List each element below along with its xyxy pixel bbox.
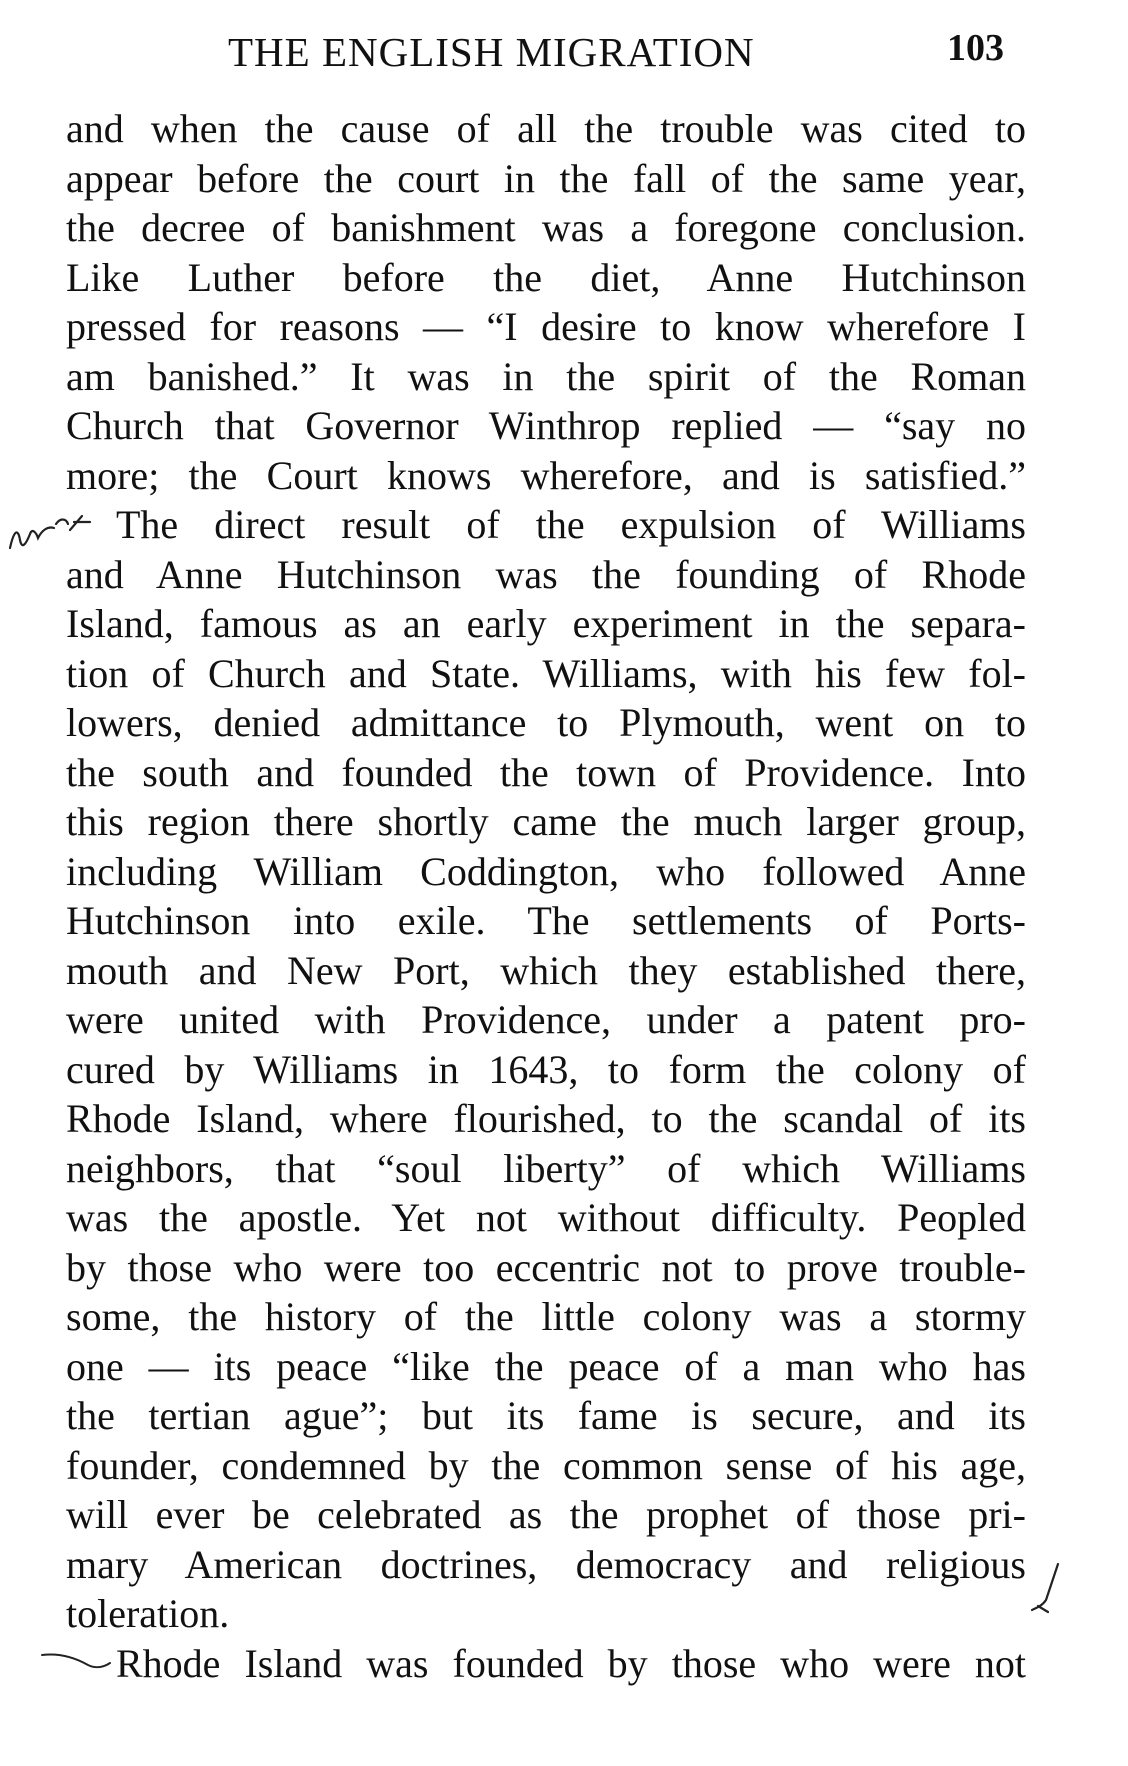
- text-line: some, the history of the little colony was a stormy: [66, 1294, 1026, 1339]
- text-line: appear before the court in the fall of the same year,: [66, 155, 1026, 201]
- text-line: the south and founded the town of Providence. Into: [66, 749, 1026, 795]
- text-line: and when the cause of all the trouble was cited to: [66, 106, 1026, 151]
- running-head-title: THE ENGLISH MIGRATION: [228, 29, 755, 75]
- text-line: one — its peace “like the peace of a man who has: [66, 1343, 1026, 1389]
- text-line: was the apostle. Yet not without difficulty. Peopled: [66, 1195, 1026, 1240]
- text-line: pressed for reasons — “I desire to know wherefore I: [66, 304, 1026, 349]
- text-line: tion of Church and State. Williams, with his few fol-: [66, 650, 1026, 696]
- paragraph-start-line: Rhode Island was founded by those who were not: [116, 1640, 1026, 1686]
- text-line: cured by Williams in 1643, to form the colony of: [66, 1046, 1026, 1092]
- text-line: more; the Court knows wherefore, and is satisfied.”: [66, 452, 1026, 498]
- body-text: [66, 104, 1026, 1688]
- handwritten-margin-mark: [38, 1645, 128, 1685]
- paragraph-start-line: The direct result of the expulsion of Williams: [116, 502, 1026, 547]
- text-line: founder, condemned by the common sense of his age,: [66, 1442, 1026, 1488]
- text-line: were united with Providence, under a patent pro-: [66, 997, 1026, 1042]
- text-line: Island, famous as an early experiment in the separa-: [66, 601, 1026, 646]
- page-number: 103: [947, 27, 1004, 69]
- text-line: by those who were too eccentric not to prove trouble-: [66, 1244, 1026, 1290]
- text-line: the tertian ague”; but its fame is secure, and its: [66, 1393, 1026, 1438]
- text-line: Like Luther before the diet, Anne Hutchinson: [66, 254, 1026, 300]
- handwritten-margin-mark: [1028, 1560, 1068, 1620]
- text-line: mouth and New Port, which they established there,: [66, 947, 1026, 993]
- text-line: and Anne Hutchinson was the founding of Rhode: [66, 551, 1026, 597]
- paragraph-end-line: toleration.: [66, 1591, 230, 1636]
- text-line: neighbors, that “soul liberty” of which Williams: [66, 1145, 1026, 1191]
- text-line: Church that Governor Winthrop replied — “say no: [66, 403, 1026, 448]
- text-line: lowers, denied admittance to Plymouth, went on to: [66, 700, 1026, 745]
- text-line: this region there shortly came the much larger group,: [66, 799, 1026, 844]
- text-line: Rhode Island, where flourished, to the scandal of its: [66, 1096, 1026, 1141]
- text-line: the decree of banishment was a foregone conclusion.: [66, 205, 1026, 250]
- handwritten-margin-mark: [4, 510, 124, 560]
- text-line: will ever be celebrated as the prophet of those pri-: [66, 1492, 1026, 1537]
- text-line: am banished.” It was in the spirit of the Roman: [66, 353, 1026, 399]
- text-line: including William Coddington, who followed Anne: [66, 848, 1026, 894]
- text-line: Hutchinson into exile. The settlements of Ports-: [66, 898, 1026, 943]
- running-header: [0, 22, 1128, 82]
- text-line: mary American doctrines, democracy and religious: [66, 1541, 1026, 1587]
